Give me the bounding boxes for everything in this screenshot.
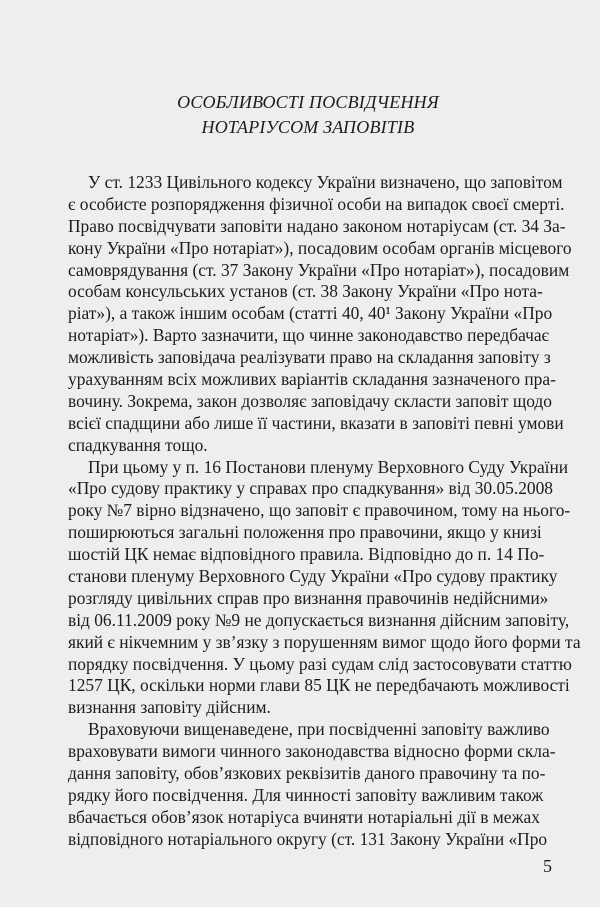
body-text [68,172,581,851]
text-line: всієї спадщини або лише її частини, вказати в заповіті певні умови [68,412,564,433]
text-line: «Про судову практику у справах про спадкування» від 30.05.2008 [68,478,553,499]
text-line: враховувати вимоги чинного законодавства відносно форми скла- [68,741,556,762]
text-line: станови пленуму Верховного Суду України «Про судову практику [68,566,558,587]
text-line: порядку посвідчення. У цьому разі судам слід застосовувати статтю [68,653,572,674]
text-line: від 06.11.2009 року №9 не допускається визнання дійсним заповіту, [68,609,570,630]
text-line: ріат»), а також іншим особам (статті 40, 40¹ Закону України «Про [68,303,553,324]
page-number: 5 [543,856,552,876]
paragraph [68,172,572,457]
text-line: дання заповіту, обов’язкових реквізитів даного правочину та по- [68,763,546,784]
text-line: шостій ЦК немає відповідного правила. Відповідно до п. 14 По- [68,544,545,565]
text-line: У ст. 1233 Цивільного кодексу України визначено, що заповітом [88,172,563,192]
text-line: вбачається обов’язок нотаріуса вчиняти нотаріальні дії в межах [68,806,540,827]
text-line: можливість заповідача реалізувати право на складання заповіту з [68,347,551,368]
text-line: відповідного нотаріального округу (ст. 131 Закону України «Про [68,828,548,849]
paragraph [68,456,581,720]
chapter-title-line-2: НОТАРІУСОМ ЗАПОВІТІВ [201,117,415,137]
text-line: розгляду цивільних справ про визнання правочинів недійсними» [68,587,549,608]
text-line: визнання заповіту дійсним. [68,697,271,718]
text-line: Право посвідчувати заповіти надано законом нотаріусам (ст. 34 За- [68,215,566,236]
text-line: є особисте розпорядження фізичної особи на випадок своєї смерті. [68,193,565,214]
chapter-title-line-1: ОСОБЛИВОСТІ ПОСВІДЧЕННЯ [177,92,439,112]
text-line: 1257 ЦК, оскільки норми глави 85 ЦК не передбачають можливості [68,675,570,696]
text-line: спадкування тощо. [68,434,208,455]
text-line: року №7 вірно відзначено, що заповіт є правочином, тому на нього- [68,500,571,521]
text-line: самоврядування (ст. 37 Закону України «Про нотаріат»), посадовим [68,259,570,280]
text-line: особам консульських установ (ст. 38 Закону України «Про нота- [68,281,543,302]
text-line: поширюються загальні положення про правочини, якщо у книзі [68,522,542,543]
paragraph [68,719,556,850]
text-line: кону України «Про нотаріат»), посадовим особам органів місцевого [68,237,572,258]
text-line: Враховуючи вищенаведене, при посвідченні заповіту важливо [88,719,550,740]
text-line: рядку його посвідчення. Для чинності заповіту важливим також [68,784,544,805]
text-line: При цьому у п. 16 Постанови пленуму Верховного Суду України [88,456,569,477]
text-line: урахуванням всіх можливих варіантів складання зазначеного пра- [68,369,556,390]
text-line: який є нікчемним у зв’язку з порушенням вимог щодо його форми та [68,631,581,652]
text-line: нотаріат»). Варто зазначити, що чинне законодавство передбачає [68,325,550,346]
text-line: вочину. Зокрема, закон дозволяє заповідачу скласти заповіт щодо [68,390,552,411]
